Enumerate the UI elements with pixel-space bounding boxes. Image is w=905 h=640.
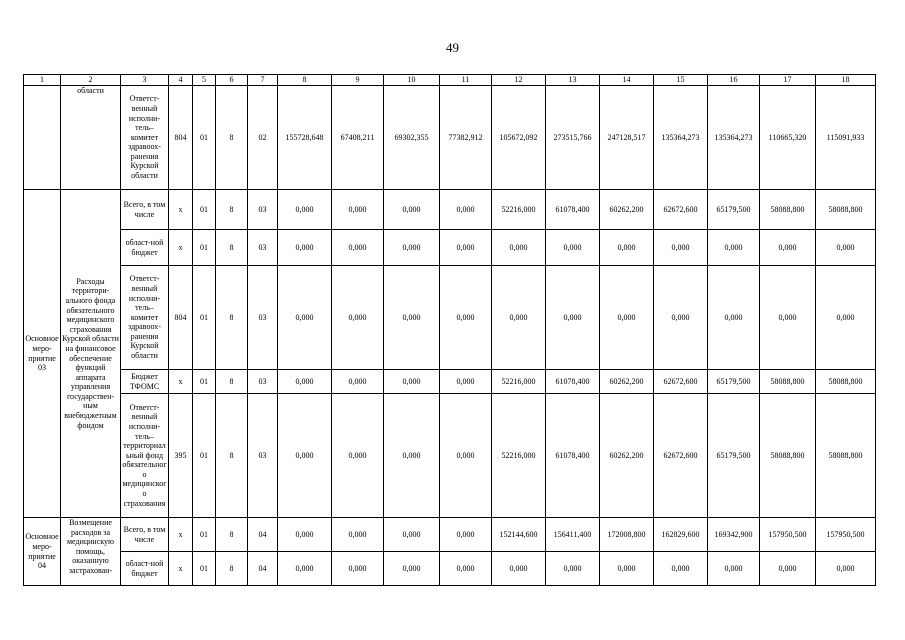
value-cell: 0,000 bbox=[546, 230, 600, 266]
executor-cell: Ответст-венный исполни-тель–комитет здравоох-ранения Курской области bbox=[121, 266, 169, 370]
code-cell: 8 bbox=[216, 552, 248, 586]
value-cell: 0,000 bbox=[332, 370, 384, 394]
code-cell: 03 bbox=[248, 394, 278, 518]
column-header: 5 bbox=[193, 75, 216, 86]
value-cell: 61078,400 bbox=[546, 370, 600, 394]
value-cell: 135364,273 bbox=[654, 86, 708, 190]
value-cell: 0,000 bbox=[278, 370, 332, 394]
code-cell: x bbox=[169, 190, 193, 230]
code-cell: 804 bbox=[169, 266, 193, 370]
code-cell: 01 bbox=[193, 86, 216, 190]
code-cell: x bbox=[169, 370, 193, 394]
column-header: 2 bbox=[61, 75, 121, 86]
code-cell: 03 bbox=[248, 370, 278, 394]
value-cell: 0,000 bbox=[384, 370, 440, 394]
table-row bbox=[24, 370, 876, 394]
table-row bbox=[24, 266, 876, 370]
table-row bbox=[24, 190, 876, 230]
code-cell: 03 bbox=[248, 190, 278, 230]
executor-cell: област-ной бюджет bbox=[121, 230, 169, 266]
value-cell: 156411,400 bbox=[546, 518, 600, 552]
value-cell: 0,000 bbox=[384, 230, 440, 266]
value-cell: 0,000 bbox=[332, 230, 384, 266]
code-cell: 03 bbox=[248, 266, 278, 370]
executor-cell: Всего, в том числе bbox=[121, 518, 169, 552]
column-header: 3 bbox=[121, 75, 169, 86]
value-cell: 0,000 bbox=[384, 518, 440, 552]
value-cell: 0,000 bbox=[278, 552, 332, 586]
value-cell: 0,000 bbox=[816, 552, 876, 586]
table-row bbox=[24, 552, 876, 586]
value-cell: 115091,933 bbox=[816, 86, 876, 190]
value-cell: 52216,000 bbox=[492, 394, 546, 518]
value-cell: 65179,500 bbox=[708, 394, 760, 518]
value-cell: 273515,766 bbox=[546, 86, 600, 190]
budget-table bbox=[23, 74, 876, 586]
value-cell: 0,000 bbox=[600, 266, 654, 370]
table-row bbox=[24, 86, 876, 190]
value-cell: 0,000 bbox=[760, 552, 816, 586]
column-header: 1 bbox=[24, 75, 61, 86]
measure-cell: Основное меро-приятие 04 bbox=[24, 518, 61, 586]
column-header: 16 bbox=[708, 75, 760, 86]
value-cell: 65179,500 bbox=[708, 190, 760, 230]
executor-cell: Ответст-венный исполни-тель–комитет здравоох-ранения Курской области bbox=[121, 86, 169, 190]
value-cell: 52216,000 bbox=[492, 370, 546, 394]
value-cell: 0,000 bbox=[654, 266, 708, 370]
value-cell: 67408,211 bbox=[332, 86, 384, 190]
code-cell: 04 bbox=[248, 518, 278, 552]
value-cell: 0,000 bbox=[332, 552, 384, 586]
executor-cell: Бюджет ТФОМС bbox=[121, 370, 169, 394]
column-header: 13 bbox=[546, 75, 600, 86]
code-cell: 804 bbox=[169, 86, 193, 190]
value-cell: 69302,355 bbox=[384, 86, 440, 190]
column-header: 8 bbox=[278, 75, 332, 86]
value-cell: 0,000 bbox=[278, 394, 332, 518]
value-cell: 0,000 bbox=[440, 190, 492, 230]
value-cell: 0,000 bbox=[492, 552, 546, 586]
code-cell: 8 bbox=[216, 370, 248, 394]
value-cell: 135364,273 bbox=[708, 86, 760, 190]
code-cell: 04 bbox=[248, 552, 278, 586]
header-row bbox=[24, 75, 876, 86]
value-cell: 0,000 bbox=[760, 230, 816, 266]
column-header: 6 bbox=[216, 75, 248, 86]
code-cell: 8 bbox=[216, 394, 248, 518]
page-number: 49 bbox=[446, 40, 459, 55]
name-cell: Возмещение расходов за медицинскую помощь, оказанную застрахован- bbox=[61, 518, 121, 586]
column-header: 11 bbox=[440, 75, 492, 86]
code-cell: 8 bbox=[216, 86, 248, 190]
value-cell: 0,000 bbox=[440, 370, 492, 394]
value-cell: 0,000 bbox=[760, 266, 816, 370]
column-header: 10 bbox=[384, 75, 440, 86]
value-cell: 0,000 bbox=[332, 518, 384, 552]
value-cell: 61078,400 bbox=[546, 190, 600, 230]
name-cell: Расходы территори-ального фонда обязательного медицинского страхования Курской области на финансовое обеспечение функций аппарата управления государствен-ным внебюджетным фондом bbox=[61, 190, 121, 518]
table-row bbox=[24, 230, 876, 266]
column-header: 9 bbox=[332, 75, 384, 86]
value-cell: 61078,400 bbox=[546, 394, 600, 518]
value-cell: 0,000 bbox=[278, 518, 332, 552]
value-cell: 0,000 bbox=[546, 266, 600, 370]
value-cell: 60262,200 bbox=[600, 190, 654, 230]
value-cell: 0,000 bbox=[492, 230, 546, 266]
value-cell: 0,000 bbox=[440, 518, 492, 552]
code-cell: 8 bbox=[216, 190, 248, 230]
value-cell: 0,000 bbox=[708, 266, 760, 370]
value-cell: 0,000 bbox=[600, 552, 654, 586]
value-cell: 0,000 bbox=[708, 230, 760, 266]
measure-cell bbox=[24, 86, 61, 190]
value-cell: 58088,800 bbox=[760, 370, 816, 394]
value-cell: 0,000 bbox=[816, 266, 876, 370]
value-cell: 52216,000 bbox=[492, 190, 546, 230]
value-cell: 105672,092 bbox=[492, 86, 546, 190]
value-cell: 0,000 bbox=[654, 552, 708, 586]
value-cell: 0,000 bbox=[708, 552, 760, 586]
name-cell: области bbox=[61, 86, 121, 190]
code-cell: 01 bbox=[193, 394, 216, 518]
code-cell: 8 bbox=[216, 518, 248, 552]
value-cell: 110665,320 bbox=[760, 86, 816, 190]
value-cell: 0,000 bbox=[384, 266, 440, 370]
column-header: 17 bbox=[760, 75, 816, 86]
value-cell: 0,000 bbox=[440, 552, 492, 586]
code-cell: 02 bbox=[248, 86, 278, 190]
code-cell: x bbox=[169, 518, 193, 552]
value-cell: 65179,500 bbox=[708, 370, 760, 394]
column-header: 15 bbox=[654, 75, 708, 86]
column-header: 18 bbox=[816, 75, 876, 86]
column-header: 12 bbox=[492, 75, 546, 86]
executor-cell: Ответст-венный исполни-тель–территориальный фонд обязательного медицинского страхования bbox=[121, 394, 169, 518]
value-cell: 0,000 bbox=[440, 394, 492, 518]
code-cell: 03 bbox=[248, 230, 278, 266]
value-cell: 0,000 bbox=[440, 266, 492, 370]
executor-cell: Всего, в том числе bbox=[121, 190, 169, 230]
value-cell: 0,000 bbox=[278, 190, 332, 230]
code-cell: 01 bbox=[193, 230, 216, 266]
value-cell: 62672,600 bbox=[654, 370, 708, 394]
value-cell: 162829,600 bbox=[654, 518, 708, 552]
value-cell: 58088,800 bbox=[816, 190, 876, 230]
value-cell: 172008,800 bbox=[600, 518, 654, 552]
measure-cell: Основное меро-приятие 03 bbox=[24, 190, 61, 518]
value-cell: 60262,200 bbox=[600, 370, 654, 394]
column-header: 7 bbox=[248, 75, 278, 86]
value-cell: 152144,600 bbox=[492, 518, 546, 552]
value-cell: 155728,648 bbox=[278, 86, 332, 190]
code-cell: 01 bbox=[193, 370, 216, 394]
code-cell: 01 bbox=[193, 190, 216, 230]
value-cell: 58088,800 bbox=[760, 190, 816, 230]
value-cell: 169342,900 bbox=[708, 518, 760, 552]
code-cell: 395 bbox=[169, 394, 193, 518]
code-cell: 8 bbox=[216, 230, 248, 266]
value-cell: 0,000 bbox=[384, 552, 440, 586]
value-cell: 0,000 bbox=[278, 266, 332, 370]
value-cell: 0,000 bbox=[332, 394, 384, 518]
value-cell: 157950,500 bbox=[816, 518, 876, 552]
value-cell: 62672,600 bbox=[654, 190, 708, 230]
value-cell: 58088,800 bbox=[816, 370, 876, 394]
value-cell: 0,000 bbox=[816, 230, 876, 266]
value-cell: 60262,200 bbox=[600, 394, 654, 518]
code-cell: x bbox=[169, 552, 193, 586]
value-cell: 0,000 bbox=[492, 266, 546, 370]
value-cell: 157950,500 bbox=[760, 518, 816, 552]
value-cell: 0,000 bbox=[654, 230, 708, 266]
value-cell: 0,000 bbox=[384, 190, 440, 230]
value-cell: 58088,800 bbox=[816, 394, 876, 518]
value-cell: 0,000 bbox=[600, 230, 654, 266]
code-cell: 01 bbox=[193, 518, 216, 552]
value-cell: 0,000 bbox=[546, 552, 600, 586]
value-cell: 58088,800 bbox=[760, 394, 816, 518]
column-header: 14 bbox=[600, 75, 654, 86]
value-cell: 0,000 bbox=[332, 266, 384, 370]
code-cell: 8 bbox=[216, 266, 248, 370]
executor-cell: област-ной бюджет bbox=[121, 552, 169, 586]
value-cell: 62672,600 bbox=[654, 394, 708, 518]
table-row bbox=[24, 394, 876, 518]
value-cell: 247128,517 bbox=[600, 86, 654, 190]
value-cell: 0,000 bbox=[384, 394, 440, 518]
code-cell: 01 bbox=[193, 552, 216, 586]
column-header: 4 bbox=[169, 75, 193, 86]
value-cell: 77382,912 bbox=[440, 86, 492, 190]
table-row bbox=[24, 518, 876, 552]
value-cell: 0,000 bbox=[332, 190, 384, 230]
value-cell: 0,000 bbox=[440, 230, 492, 266]
code-cell: 01 bbox=[193, 266, 216, 370]
value-cell: 0,000 bbox=[278, 230, 332, 266]
code-cell: x bbox=[169, 230, 193, 266]
